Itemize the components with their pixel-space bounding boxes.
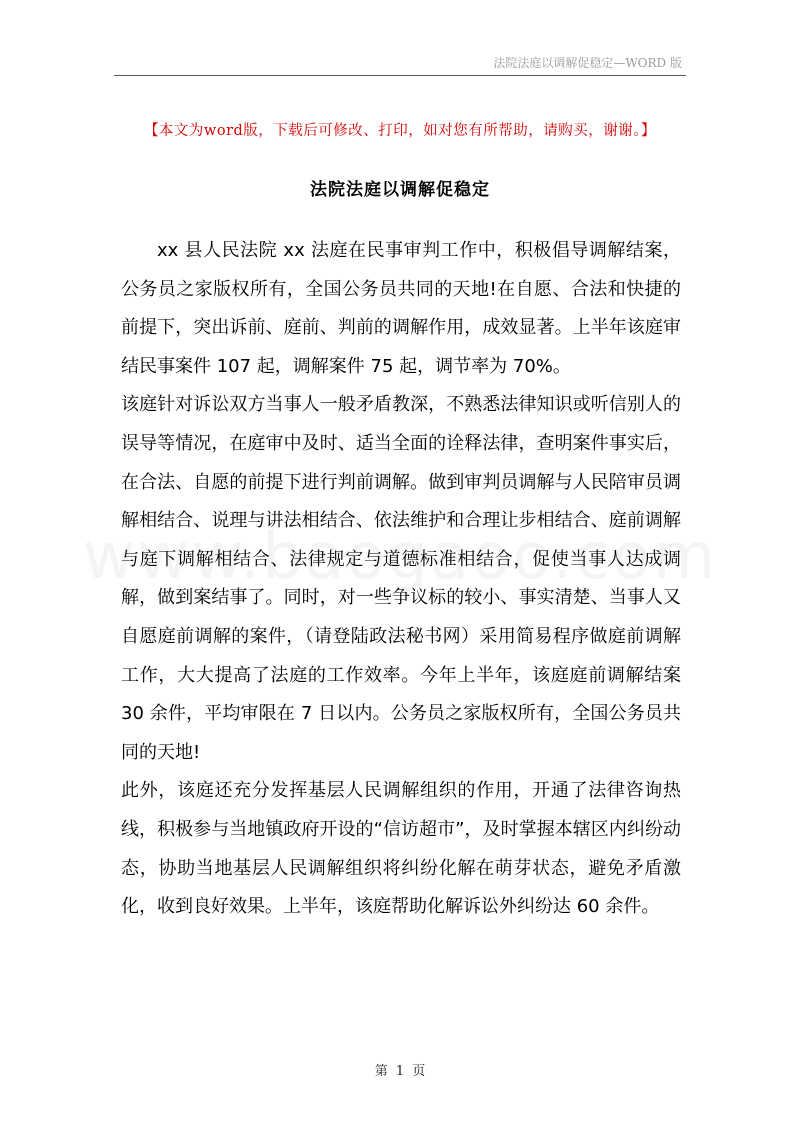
- paragraph-3: 此外，该庭还充分发挥基层人民调解组织的作用，开通了法律咨询热线，积极参与当地镇政府开设的“信访超市”，及时掌握本辖区内纠纷动态，协助当地基层人民调解组织将纠纷化解在萌芽状态，避免矛盾激化，收到良好效果。上半年，该庭帮助化解诉讼外纠纷达 60 余件。: [121, 780, 681, 918]
- purchase-notice: 【本文为word版，下载后可修改、打印，如对您有所帮助，请购买，谢谢。】: [143, 123, 657, 139]
- running-header: 法院法庭以调解促稳定—WORD 版: [493, 56, 682, 70]
- document-body: [121, 232, 681, 927]
- document-title: 法院法庭以调解促稳定: [310, 180, 490, 200]
- header-divider: [114, 75, 686, 76]
- paragraph-1: xx 县人民法院 xx 法庭在民事审判工作中，积极倡导调解结案，公务员之家版权所有，全国公务员共同的天地!在自愿、合法和快捷的前提下，突出诉前、庭前、判前的调解作用，成效显著。上半年该庭审结民事案件 107 起，调解案件 75 起，调节率为 70%。: [121, 240, 681, 377]
- paragraph-2: 该庭针对诉讼双方当事人一般矛盾教深，不熟悉法律知识或听信别人的误导等情况，在庭审中及时、适当全面的诠释法律，查明案件事实后，在合法、自愿的前提下进行判前调解。做到审判员调解与人民陪审员调解相结合、说理与讲法相结合、依法维护和合理让步相结合、庭前调解与庭下调解相结合、法律规定与道德标准相结合，促使当事人达成调解，做到案结事了。同时，对一些争议标的较小、事实清楚、当事人又自愿庭前调解的案件，（请登陆政法秘书网）采用简易程序做庭前调解工作，大大提高了法庭的工作效率。今年上半年，该庭庭前调解结案 30 余件，平均审限在 7 日以内。公务员之家版权所有，全国公务员共同的天地!: [121, 394, 681, 763]
- page-number: 第 1 页: [374, 1064, 426, 1079]
